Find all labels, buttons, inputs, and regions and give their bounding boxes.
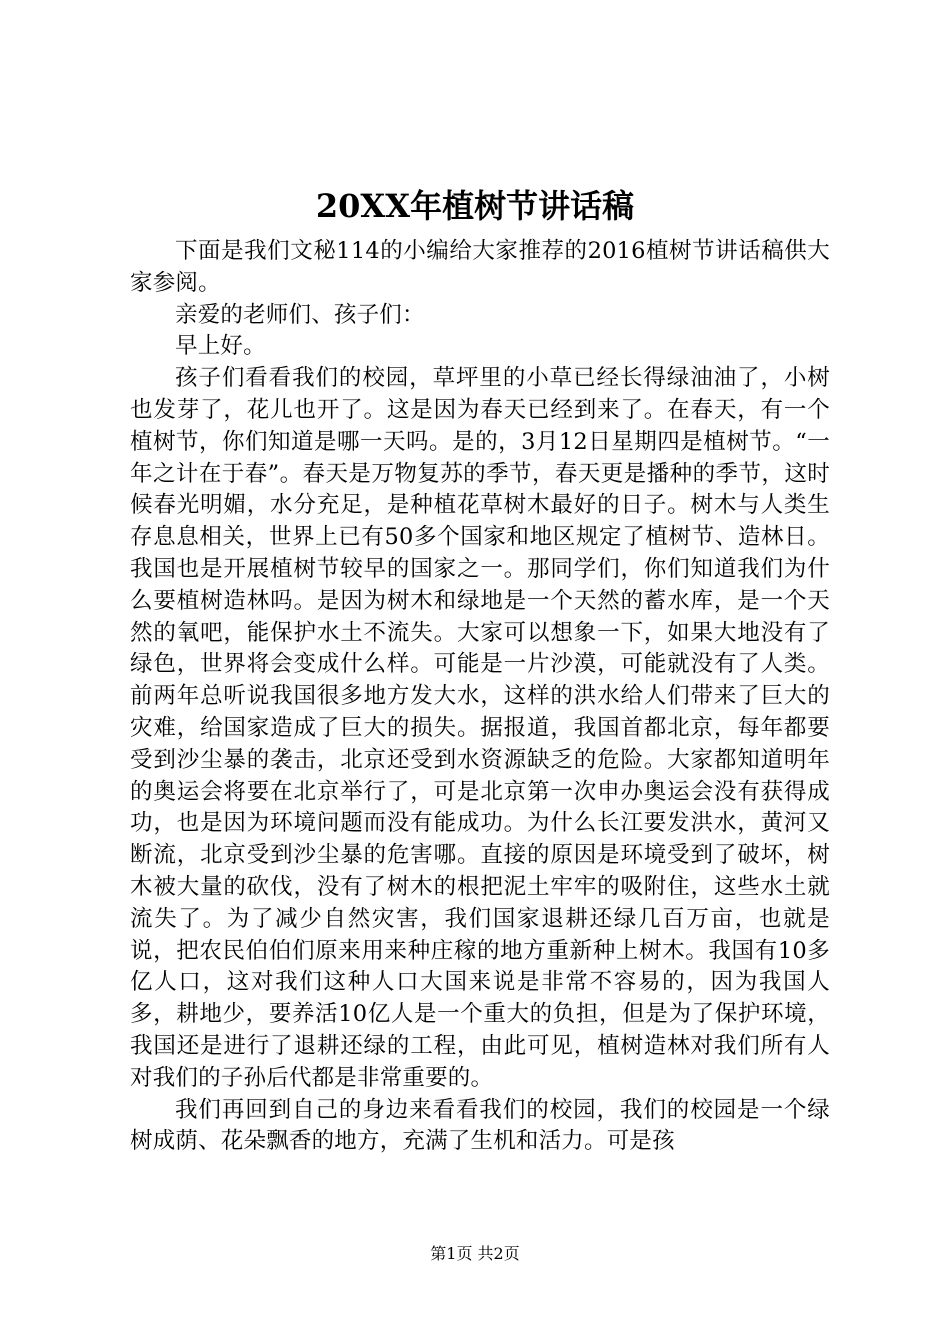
paragraph-main: 孩子们看看我们的校园，草坪里的小草已经长得绿油油了，小树也发芽了，花儿也开了。这是因为春天已经到来了。在春天，有一个植树节，你们知道是哪一天吗。是的，3月12日星期四是植树节。“一年之计在于春”。春天是万物复苏的季节，春天更是播种的季节，这时候春光明媚，水分充足，是种植花草树木最好的日子。树木与人类生存息息相关，世界上已有50多个国家和地区规定了植树节、造林日。我国也是开展植树节较早的国家之一。那同学们，你们知道我们为什么要植树造林吗。是因为树木和绿地是一个天然的蓄水库，是一个天然的氧吧，能保护水土不流失。大家可以想象一下，如果大地没有了绿色，世界将会变成什么样。可能是一片沙漠，可能就没有了人类。前两年总听说我国很多地方发大水，这样的洪水给人们带来了巨大的灾难，给国家造成了巨大的损失。据报道，我国首都北京，每年都要受到沙尘暴的袭击，北京还受到水资源缺乏的危险。大家都知道明年的奥运会将要在北京举行了，可是北京第一次申办奥运会没有获得成功，也是因为环境问题而没有能成功。为什么长江要发洪水，黄河又断流，北京受到沙尘暴的危害哪。直接的原因是环境受到了破坏，树木被大量的砍伐，没有了树木的根把泥土牢牢的吸附住，这些水土就流失了。为了减少自然灾害，我们国家退耕还绿几百万亩，也就是说，把农民伯伯们原来用来种庄稼的地方重新种上树木。我国有10多亿人口，这对我们这种人口大国来说是非常不容易的，因为我国人多，耕地少，要养活10亿人是一个重大的负担，但是为了保护环境，我国还是进行了退耕还绿的工程，由此可见，植树造林对我们所有人对我们的子孙后代都是非常重要的。 (130, 365, 830, 1091)
document-body (130, 236, 830, 1158)
paragraph-greeting: 早上好。 (175, 333, 266, 360)
document-title: 20XX年植树节讲话稿 (315, 187, 635, 225)
page-number-footer: 第1页 共2页 (430, 1244, 520, 1263)
paragraph-salutation: 亲爱的老师们、孩子们： (175, 301, 425, 328)
paragraph-campus: 我们再回到自己的身边来看看我们的校园，我们的校园是一个绿树成荫、花朵飘香的地方，充满了生机和活力。可是孩 (130, 1096, 830, 1155)
paragraph-intro: 下面是我们文秘114的小编给大家推荐的2016植树节讲话稿供大家参阅。 (130, 238, 830, 296)
